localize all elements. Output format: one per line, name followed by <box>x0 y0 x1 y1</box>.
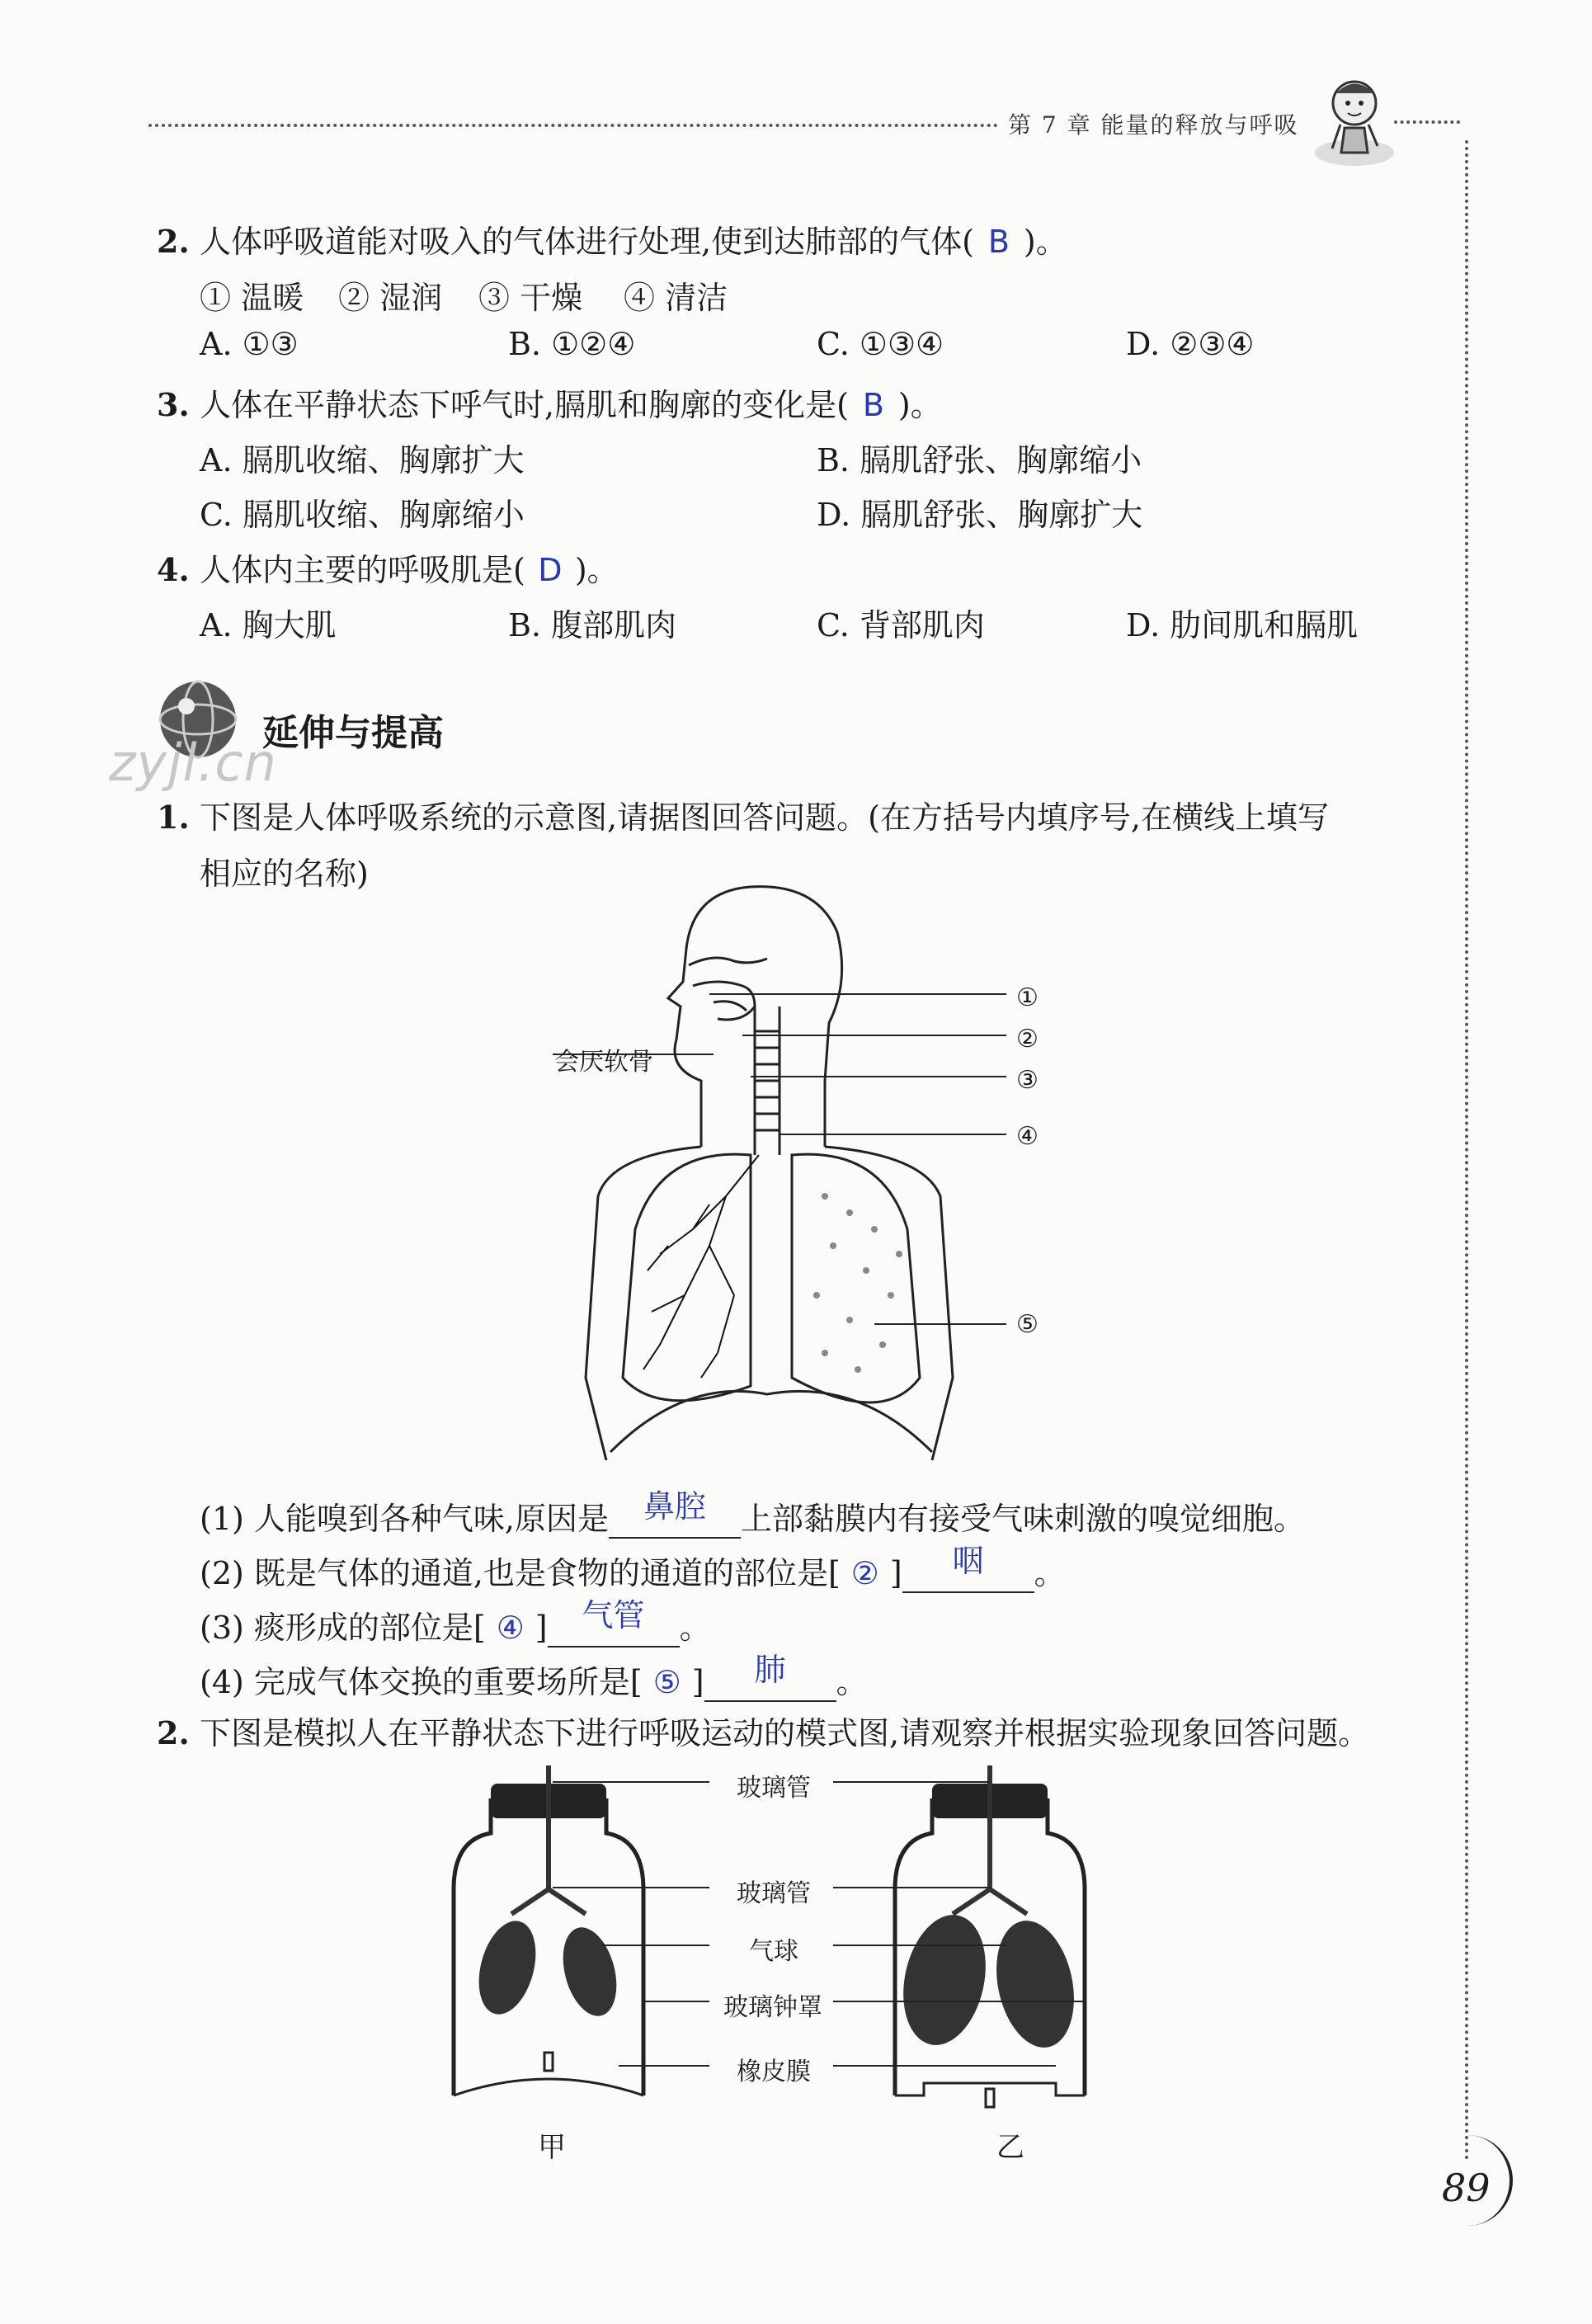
answer-blank: 气管 <box>548 1613 680 1648</box>
question-3: 3. 人体在平静状态下呼气时,膈肌和胸廓的变化是( B )。 <box>157 386 942 423</box>
answer: D <box>538 552 563 588</box>
label-glass-tube-top: 玻璃管 <box>737 1774 811 1803</box>
margin-rule <box>1465 140 1468 2161</box>
epiglottis-label: 会厌软骨 <box>554 1048 653 1077</box>
mascot-icon <box>1312 70 1398 169</box>
caption-a: 甲 <box>538 2131 566 2164</box>
option-b: B. ①②④ <box>508 326 636 362</box>
figure-label-3: ③ <box>1016 1066 1039 1095</box>
item-4: ④ 清洁 <box>624 280 728 316</box>
extension-question-1-cont: 相应的名称) <box>200 856 369 892</box>
question-2: 2. 人体呼吸道能对吸入的气体进行处理,使到达肺部的气体( B )。 <box>157 223 1067 260</box>
subquestion-3: (3) 痰形成的部位是[ ④ ] 气管 。 <box>200 1597 711 1646</box>
section-title: 延伸与提高 <box>262 712 444 754</box>
answer-blank: 肺 <box>704 1667 836 1702</box>
respiratory-system-diagram <box>544 883 1072 1460</box>
figure-label-1: ① <box>1016 983 1039 1012</box>
label-rubber-membrane: 橡皮膜 <box>737 2058 811 2086</box>
answer: B <box>987 224 1010 260</box>
option-b: B. 腹部肌肉 <box>508 607 677 643</box>
extension-question-2: 2. 下图是模拟人在平静状态下进行呼吸运动的模式图,请观察并根据实验现象回答问题。 <box>157 1714 1370 1751</box>
option-d: D. 肋间肌和膈肌 <box>1126 607 1359 643</box>
label-glass-tube: 玻璃管 <box>737 1879 811 1908</box>
header-rule <box>148 124 998 127</box>
option-a: A. 膈肌收缩、胸廓扩大 <box>200 442 525 478</box>
figure-label-2: ② <box>1016 1025 1039 1054</box>
option-d: D. 膈肌舒张、胸廓扩大 <box>817 497 1143 533</box>
subquestion-2: (2) 既是气体的通道,也是食物的通道的部位是[ ② ] 咽 。 <box>200 1543 1066 1591</box>
page-number: 89 <box>1442 2166 1491 2210</box>
bracket-answer: ④ <box>496 1610 525 1646</box>
answer: B <box>862 387 884 423</box>
option-c: C. ①③④ <box>817 326 944 362</box>
option-a: A. ①③ <box>200 326 299 362</box>
chapter-title: 第 7 章 能量的释放与呼吸 <box>1008 111 1299 139</box>
option-b: B. 膈肌舒张、胸廓缩小 <box>817 442 1142 478</box>
header-rule-right <box>1394 120 1460 124</box>
label-bell-jar: 玻璃钟罩 <box>723 1993 822 2022</box>
item-1: ① 温暖 <box>200 280 304 316</box>
figure-label-4: ④ <box>1016 1122 1039 1151</box>
subquestion-1: (1) 人能嗅到各种气味,原因是 鼻腔 上部黏膜内有接受气味刺激的嗅觉细胞。 <box>200 1488 1306 1537</box>
subquestion-4: (4) 完成气体交换的重要场所是[ ⑤ ] 肺 。 <box>200 1652 868 1700</box>
item-2: ② 湿润 <box>338 280 443 316</box>
question-4: 4. 人体内主要的呼吸肌是( D )。 <box>157 551 619 588</box>
label-balloon: 气球 <box>749 1937 798 1966</box>
answer-blank: 鼻腔 <box>609 1504 741 1539</box>
option-a: A. 胸大肌 <box>200 607 337 643</box>
extension-question-1: 1. 下图是人体呼吸系统的示意图,请据图回答问题。(在方括号内填序号,在横线上填写 <box>157 799 1329 836</box>
option-c: C. 膈肌收缩、胸廓缩小 <box>200 497 525 533</box>
option-d: D. ②③④ <box>1126 326 1255 362</box>
caption-b: 乙 <box>996 2131 1024 2164</box>
bracket-answer: ② <box>850 1555 879 1591</box>
figure-label-5: ⑤ <box>1016 1310 1039 1339</box>
bracket-answer: ⑤ <box>652 1664 681 1700</box>
item-3: ③ 干燥 <box>478 280 583 316</box>
option-c: C. 背部肌肉 <box>817 607 985 643</box>
watermark: zyjl.cn <box>109 733 277 793</box>
answer-blank: 咽 <box>902 1558 1034 1593</box>
